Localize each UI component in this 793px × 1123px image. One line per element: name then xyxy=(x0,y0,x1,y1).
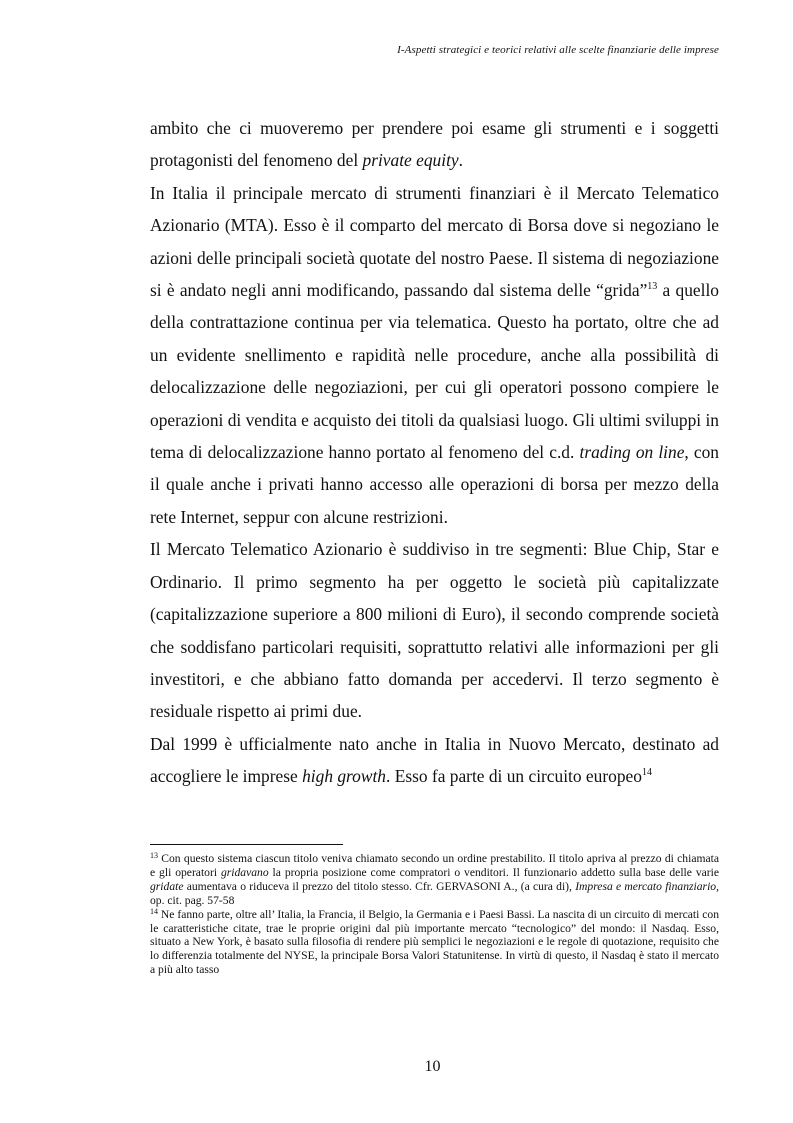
running-header: I-Aspetti strategici e teorici relativi alle scelte finanziarie delle imprese xyxy=(397,44,719,56)
paragraph-3: Il Mercato Telematico Azionario è suddiviso in tre segmenti: Blue Chip, Star e Ordinario. Il primo segmento ha per oggetto le società più capitalizzate (capitalizzazione superiore a 800 milioni di Euro), il secondo comprende società che soddisfano particolari requisiti, soprattutto relativi alle informazioni per gli investitori, e che abbiano fatto domanda per accedervi. Il terzo segmento è residuale rispetto ai primi due. xyxy=(150,539,719,722)
emphasis-high-growth: high growth xyxy=(302,766,386,787)
footnote-ref-14[interactable]: 14 xyxy=(641,767,652,779)
page-number: 10 xyxy=(424,1058,441,1075)
paragraph-1: ambito che ci muoveremo per prendere poi esame gli strumenti e i soggetti protagonisti del fenomeno del private equity. xyxy=(150,118,719,171)
footnote-separator xyxy=(150,844,343,845)
body-text xyxy=(150,112,719,793)
emphasis-private-equity: private equity xyxy=(362,150,459,171)
footnotes xyxy=(150,852,719,977)
emphasis-trading-on-line: trading on line xyxy=(579,442,685,463)
footnote-14: $^{14}$ Ne fanno parte, oltre all’ Italia, la Francia, il Belgio, la Germania e i Paesi Bassi. La nascita di un circuito di mercati con le caratteristiche citate, trae le proprie origini dal più importante mercato “tecnologico” del mondo: il Nasdaq. Esso, situato a New York, è basato sulla filosofia di rendere più semplici le negoziazioni e le regole di quotazione, requisito che lo differenzia totalmente del NYSE, la principale Borsa Valori Statunitense. In virtù di questo, il Nasdaq è stato il mercato a più alto tasso xyxy=(150,906,719,977)
footnote-ref-13[interactable]: 13 xyxy=(647,281,658,293)
paragraph-2: In Italia il principale mercato di strumenti finanziari è il Mercato Telematico Azionario (MTA). Esso è il comparto del mercato di Borsa dove si negoziano le azioni delle principali società quotate del nostro Paese. Il sistema di negoziazione si è andato negli anni modificando, passando dal sistema delle “grida”$^{13}$ a quello della contrattazione continua per via telematica. Questo ha portato, oltre che ad un evidente snellimento e rapidità nelle procedure, anche alla possibilità di delocalizzazione delle negoziazioni, per cui gli operatori possono compiere le operazioni di vendita e acquisto dei titoli da qualsiasi luogo. Gli ultimi sviluppi in tema di delocalizzazione hanno portato al fenomeno del c.d. trading on line, con il quale anche i privati hanno accesso alle operazioni di borsa per mezzo della rete Internet, seppur con alcune restrizioni. xyxy=(150,182,720,527)
footnote-number-14: 14 xyxy=(150,906,158,916)
footnote-13: $^{13}$ Con questo sistema ciascun titolo veniva chiamato secondo un ordine prestabilito. Il titolo apriva al prezzo di chiamata e gli operatori gridavano la propria posizione come compratori o venditori. Il funzionario addetto sulla base delle varie gridate aumentava o riduceva il prezzo del titolo stesso. Cfr. GERVASONI A., (a cura di), Impresa e mercato finanziario, op. cit. pag. 57-58 xyxy=(150,851,719,907)
footnote-number-13: 13 xyxy=(150,851,158,860)
paragraph-4: Dal 1999 è ufficialmente nato anche in Italia in Nuovo Mercato, destinato ad accogliere le imprese high growth. Esso fa parte di un circuito europeo$^{14}$ xyxy=(150,733,719,787)
